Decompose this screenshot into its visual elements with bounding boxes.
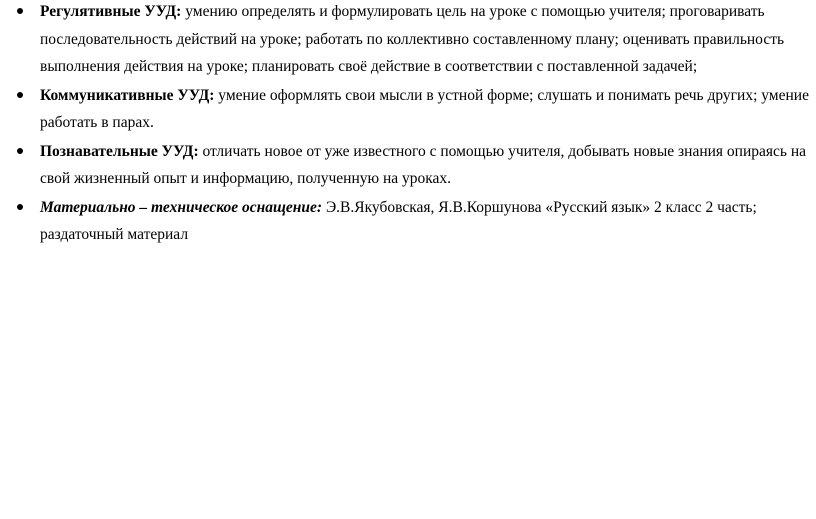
list-item-communicative <box>40 82 810 137</box>
item-term: Регулятивные УУД: <box>40 3 182 20</box>
list-item-cognitive <box>40 138 810 193</box>
bullet-icon <box>17 204 23 210</box>
item-term: Коммуникативные УУД: <box>40 86 215 104</box>
item-text: умение оформлять свои мысли в устной форме; слушать и понимать речь других; умение работать в парах. <box>40 86 809 131</box>
list-item-regulatory <box>40 0 810 81</box>
list-item-equipment <box>40 194 810 249</box>
bullet-icon <box>17 148 23 154</box>
bullet-list <box>40 0 810 250</box>
item-term: Материально – техническое оснащение: <box>40 198 323 216</box>
item-text: отличать новое от уже известного с помощью учителя, добывать новые знания опираясь на свой жизненный опыт и информацию, полученную на уроках. <box>40 142 807 187</box>
item-text: Э.В.Якубовская, Я.В.Коршунова «Русский язык» 2 класс 2 часть; раздаточный материал <box>40 198 757 243</box>
item-term: Познавательные УУД: <box>40 142 199 160</box>
item-text: умению определять и формулировать цель на уроке с помощью учителя; проговаривать последовательность действий на уроке; работать по коллективно составленному плану; оценивать правильность выполнения действия на уроке; планировать своё действие в соответствии с поставленной задачей; <box>40 3 785 75</box>
bullet-icon <box>17 92 23 98</box>
bullet-icon <box>17 8 23 14</box>
